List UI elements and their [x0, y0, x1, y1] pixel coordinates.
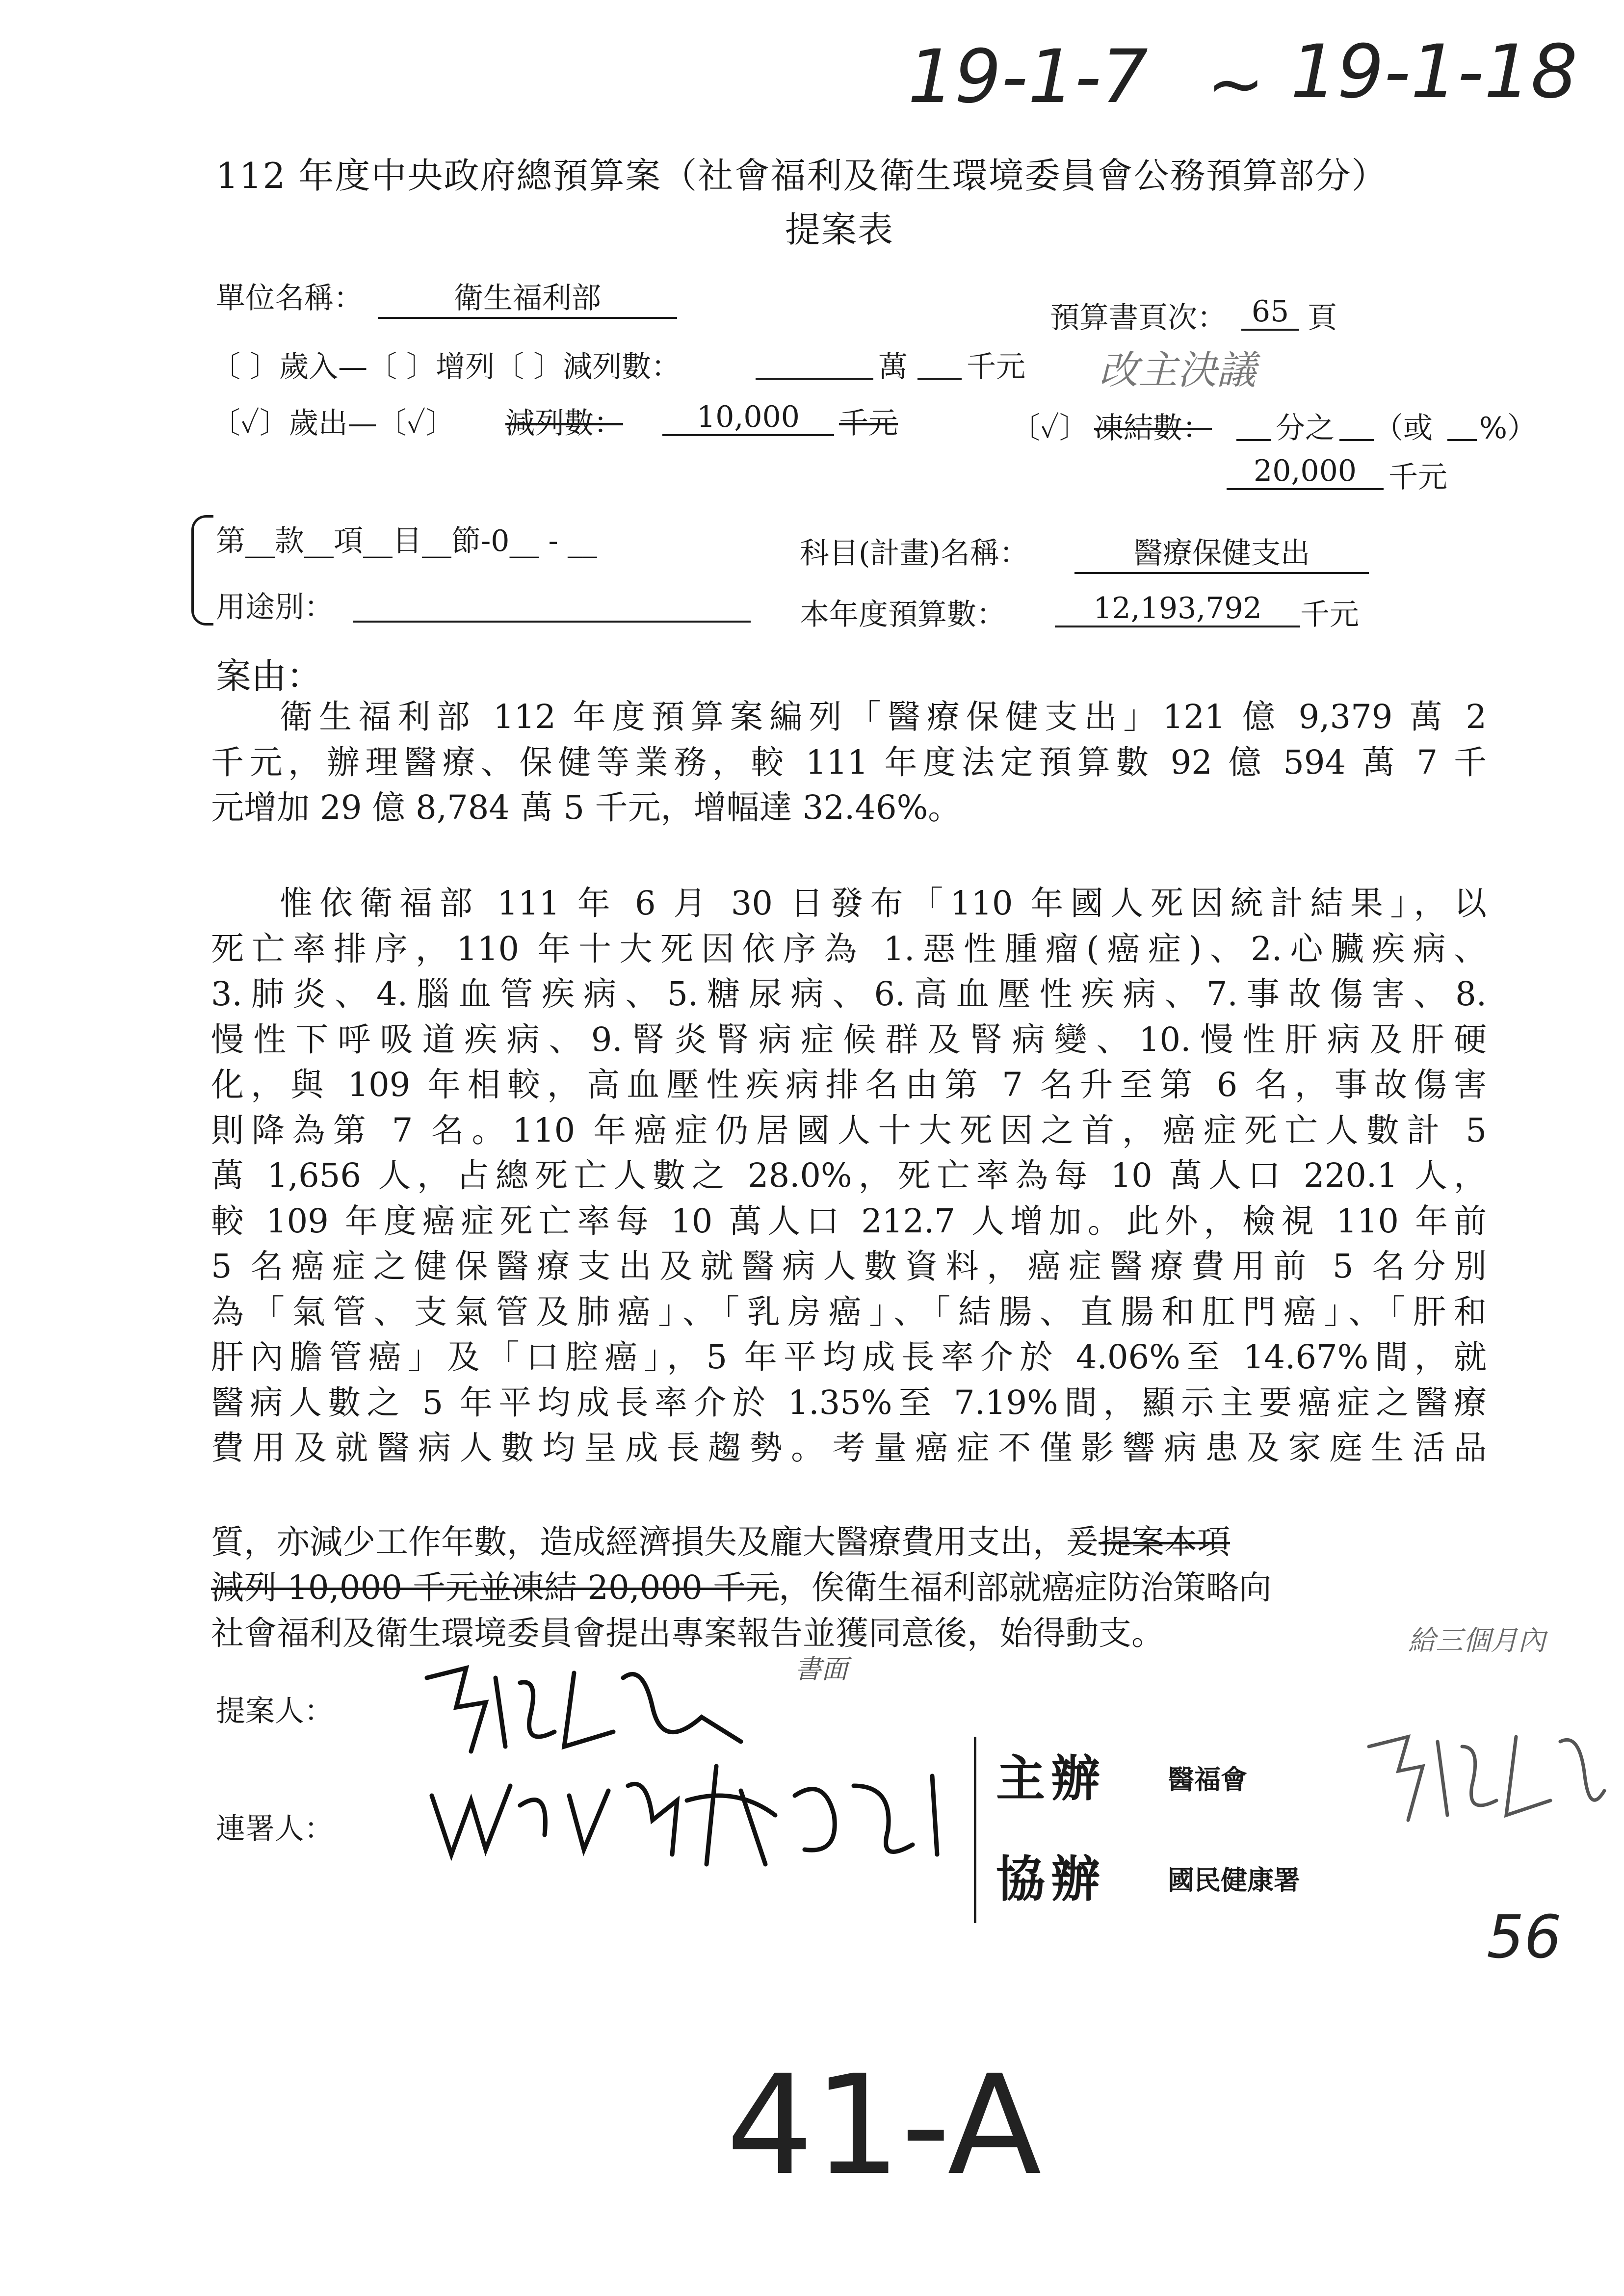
- handwritten-doc-id: 41-A: [726, 2046, 1042, 2206]
- margin-signature: [1354, 1717, 1609, 1835]
- main-office-org: 醫福會: [1168, 1764, 1247, 1795]
- freeze-blank-2: [1339, 439, 1374, 441]
- freeze-blank-1: [1236, 439, 1271, 441]
- para2-line: 5 名癌症之健保醫療支出及就醫病人數資料，癌症醫療費用前 5 名分別: [211, 1247, 1487, 1285]
- struck-proposal-text: 提案本項: [1099, 1523, 1230, 1561]
- revenue-unit-wan: 萬: [878, 350, 908, 384]
- reason-last-line: 社會福利及衛生環境委員會提出專案報告並獲同意後，始得動支。: [211, 1614, 1164, 1652]
- para2-line: 死亡率排序，110 年十大死因依序為 1.惡性腫瘤(癌症)、2.心臟疾病、: [211, 929, 1487, 968]
- expense-line-label: 〔✓〕歲出—〔✓〕: [211, 406, 455, 441]
- freeze-or: （或: [1374, 411, 1433, 445]
- classification-line: 第__款__項__目__節-0__ - __: [216, 524, 597, 558]
- classification-bracket: [191, 515, 213, 626]
- freeze-value: 20,000: [1227, 454, 1384, 490]
- freeze-check: 〔✓〕: [1011, 411, 1089, 445]
- handwritten-date-start: 19-1-7: [908, 34, 1148, 120]
- document-subtitle: 提案表: [785, 209, 894, 250]
- budget-unit: 千元: [1300, 598, 1359, 632]
- handwritten-note-top: 改主決議: [1099, 347, 1256, 393]
- freeze-blank-3: [1447, 439, 1477, 441]
- budget-label: 本年度預算數：: [800, 598, 1006, 632]
- para2-line: 肝內膽管癌」及「口腔癌」，5 年平均成長率介於 4.06%至 14.67%間，就: [211, 1338, 1487, 1376]
- budget-value: 12,193,792: [1055, 591, 1300, 627]
- assist-office-org: 國民健康署: [1168, 1864, 1300, 1896]
- unit-label: 單位名稱：: [216, 281, 363, 315]
- proposer-label: 提案人：: [216, 1694, 334, 1728]
- revenue-unit-thousand: 千元: [967, 350, 1025, 384]
- purpose-blank: [353, 621, 751, 623]
- para2-line: 惟依衛福部 111 年 6 月 30 日發布「110 年國人死因統計結果」，以: [280, 884, 1487, 922]
- para1-line: 衛生福利部 112 年度預算案編列「醫療保健支出」121 億 9,379 萬 2: [280, 698, 1487, 736]
- cosigner-signature: [422, 1756, 971, 1874]
- para2-line: 則降為第 7 名。110 年癌症仍居國人十大死因之首，癌症死亡人數計 5: [211, 1111, 1487, 1149]
- subject-label: 科目(計畫)名稱：: [800, 536, 1029, 571]
- subject-value: 醫療保健支出: [1074, 530, 1369, 574]
- document-title: 112 年度中央政府總預算案（社會福利及衛生環境委員會公務預算部分）: [216, 155, 1388, 196]
- para2-line: 3.肺炎、4.腦血管疾病、5.糖尿病、6.高血壓性疾病、7.事故傷害、8.: [211, 975, 1487, 1013]
- after-strike-text: ，俟衛生福利部就癌症防治策略向: [779, 1568, 1272, 1607]
- expense-reduce-unit: 千元: [839, 406, 898, 441]
- purpose-label: 用途別：: [216, 590, 334, 625]
- para2-line: 萬 1,656 人，占總死亡人數之 28.0%，死亡率為每 10 萬人口 220.1 人，: [211, 1156, 1487, 1195]
- para2-line: 醫病人數之 5 年平均成長率介於 1.35%至 7.19%間，顯示主要癌症之醫療: [211, 1383, 1487, 1422]
- para2-line: 化，與 109 年相較，高血壓性疾病排名由第 7 名升至第 6 名，事故傷害: [211, 1066, 1487, 1104]
- revenue-line-label: 〔 〕歲入—〔 〕增列〔 〕減列數：: [211, 350, 681, 384]
- para2-line: 為「氣管、支氣管及肺癌」、「乳房癌」、「結腸、直腸和肛門癌」、「肝和: [211, 1292, 1487, 1331]
- freeze-unit: 千元: [1388, 460, 1447, 495]
- handwritten-page-number: 56: [1487, 1904, 1562, 1972]
- para1-line: 元增加 29 億 8,784 萬 5 千元，增幅達 32.46%。: [211, 788, 961, 827]
- page-ref-unit: 頁: [1308, 301, 1337, 335]
- struck-line: [211, 1562, 1272, 1609]
- unit-value: 衛生福利部: [378, 275, 677, 319]
- main-office-label: 主辦: [996, 1749, 1106, 1807]
- freeze-fraction: 分之: [1276, 411, 1335, 445]
- revenue-blank-wan: [756, 378, 873, 380]
- reason-heading: 案由：: [216, 655, 322, 697]
- assist-office-label: 協辦: [996, 1850, 1106, 1908]
- handwritten-note-right: 給三個月內: [1408, 1625, 1545, 1657]
- handwritten-date-end: 19-1-18: [1290, 29, 1578, 115]
- para2-line: 較 109 年度癌症死亡率每 10 萬人口 212.7 人增加。此外，檢視 110 年前: [211, 1201, 1487, 1240]
- page-ref-label: 預算書頁次：: [1050, 301, 1227, 335]
- expense-reduce-value: 10,000: [662, 400, 834, 436]
- para2-line-text: 質，亦減少工作年數，造成經濟損失及龐大醫療費用支出，爰: [211, 1523, 1099, 1561]
- freeze-label: 凍結數：: [1094, 411, 1212, 445]
- cosigner-label: 連署人：: [216, 1812, 334, 1846]
- para1-line: 千元，辦理醫療、保健等業務，較 111 年度法定預算數 92 億 594 萬 7 千: [211, 743, 1487, 782]
- freeze-pct: %）: [1479, 411, 1537, 445]
- expense-reduce-label: 減列數：: [505, 406, 623, 441]
- reason-paragraph-1: [211, 694, 1487, 831]
- handwritten-date-sep: ~: [1207, 44, 1265, 124]
- para2-line: 慢性下呼吸道疾病、9.腎炎腎病症候群及腎病變、10.慢性肝病及肝硬: [211, 1020, 1487, 1059]
- revenue-blank-thousand: [917, 378, 962, 380]
- reason-paragraph-2: [211, 881, 1487, 1471]
- struck-reduce-freeze: 減列 10,000 千元並凍結 20,000 千元: [211, 1568, 779, 1607]
- page-ref-value: 65: [1241, 294, 1299, 331]
- signature-divider: [974, 1737, 976, 1923]
- handwritten-note-book: 書面: [795, 1654, 848, 1685]
- para2-line-struck-tail: [211, 1516, 1230, 1563]
- para2-line: 費用及就醫病人數均呈成長趨勢。考量癌症不僅影響病患及家庭生活品: [211, 1429, 1487, 1467]
